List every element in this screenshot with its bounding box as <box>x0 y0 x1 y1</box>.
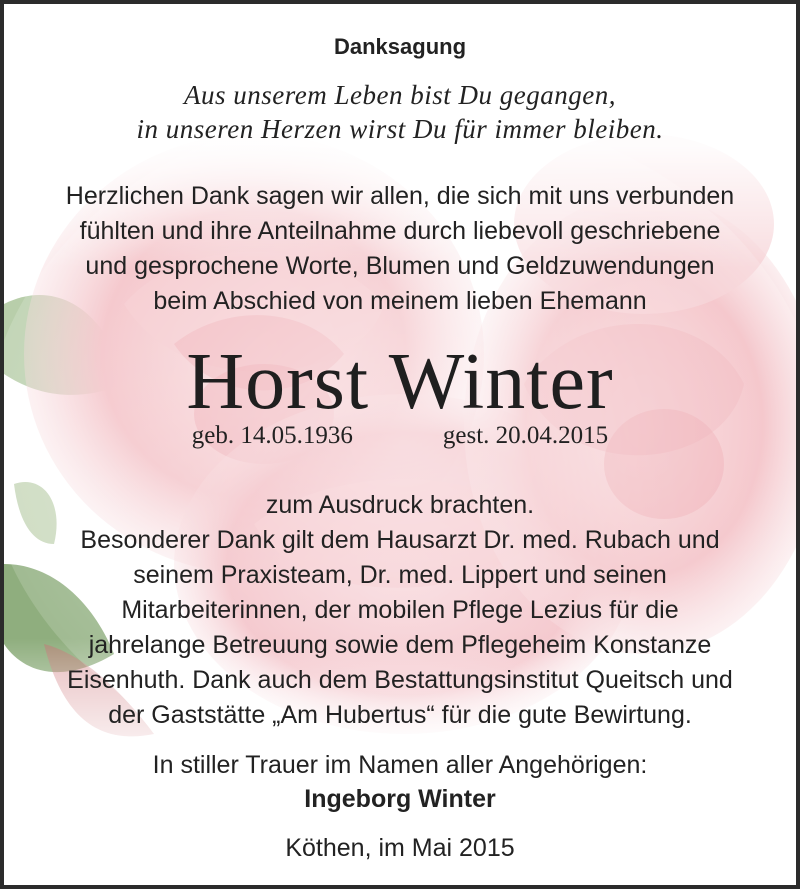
thanks-line: jahrelange Betreuung sowie dem Pflegeheim Konstanze <box>88 631 712 659</box>
signer-name: Ingeborg Winter <box>304 785 496 813</box>
death-date: gest. 20.04.2015 <box>442 422 609 449</box>
notice-title: Danksagung <box>333 34 467 59</box>
thanks-line: seinem Praxisteam, Dr. med. Lippert und seinen <box>133 561 667 589</box>
deceased-name: Horst Winter <box>186 338 614 426</box>
intro-paragraph <box>4 179 796 319</box>
intro-line: fühlten und ihre Anteilnahme durch liebevoll geschriebene <box>79 217 721 245</box>
motto <box>4 78 796 146</box>
intro-line: beim Abschied von meinem lieben Ehemann <box>153 287 647 315</box>
mourning-block <box>4 748 796 816</box>
thanks-line: Eisenhuth. Dank auch dem Bestattungsinstitut Queitsch und <box>67 666 733 694</box>
motto-line: Aus unserem Leben bist Du gegangen, <box>184 80 616 110</box>
thanks-paragraph <box>4 488 796 733</box>
birth-date: geb. 14.05.1936 <box>191 422 353 449</box>
thanks-line: zum Ausdruck brachten. <box>265 491 535 519</box>
thanks-line: der Gaststätte „Am Hubertus“ für die gute Bewirtung. <box>108 701 692 729</box>
place-date: Köthen, im Mai 2015 <box>285 834 515 862</box>
intro-line: und gesprochene Worte, Blumen und Geldzuwendungen <box>85 252 715 280</box>
intro-line: Herzlichen Dank sagen wir allen, die sich mit uns verbunden <box>65 182 735 210</box>
mourning-line: In stiller Trauer im Namen aller Angehörigen: <box>152 751 648 779</box>
thanks-line: Besonderer Dank gilt dem Hausarzt Dr. med. Rubach und <box>80 526 720 554</box>
thanks-line: Mitarbeiterinnen, der mobilen Pflege Lezius für die <box>121 596 679 624</box>
life-dates <box>4 422 796 450</box>
motto-line: in unseren Herzen wirst Du für immer bleiben. <box>136 114 664 144</box>
